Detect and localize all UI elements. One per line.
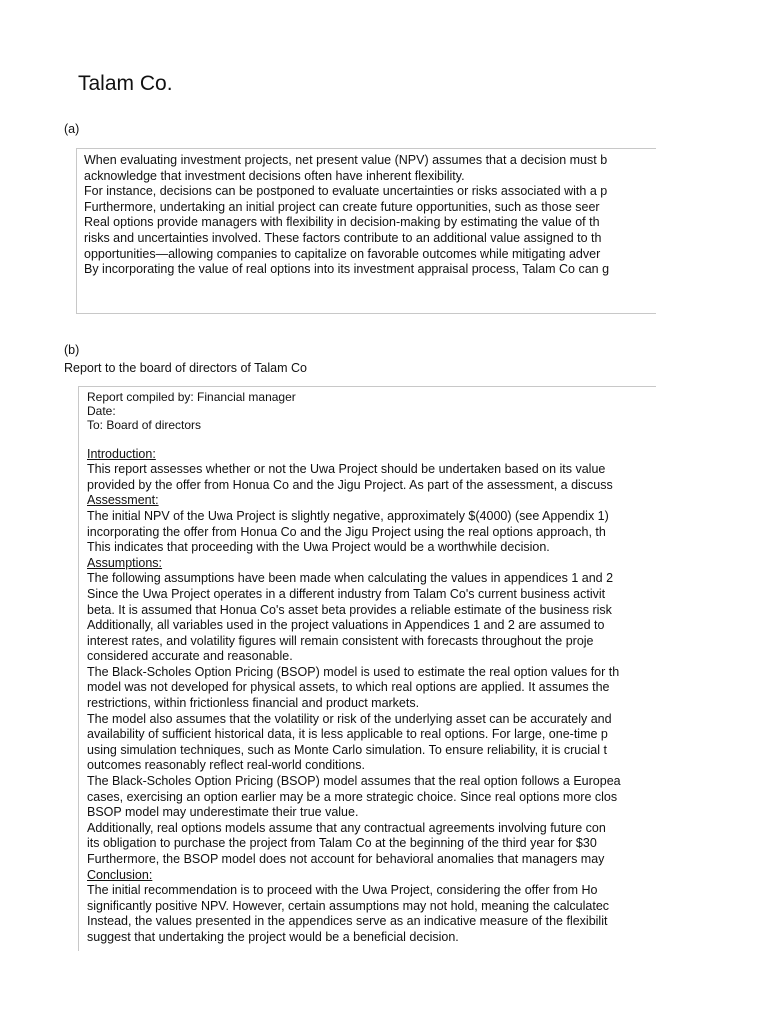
part-a-line: acknowledge that investment decisions often have inherent flexibility. (84, 168, 465, 183)
conclusion-heading: Conclusion: (87, 867, 153, 882)
part-a-label: (a) (64, 122, 80, 136)
report-heading: Report to the board of directors of Talam Co (64, 361, 307, 375)
part-a-line: For instance, decisions can be postponed to evaluate uncertainties or risks associated with a p (84, 184, 608, 199)
part-a-line: By incorporating the value of real options into its investment appraisal process, Talam Co can g (84, 262, 610, 277)
assumptions-line: The Black-Scholes Option Pricing (BSOP) model is used to estimate the real option values for th (87, 664, 620, 679)
assumptions-line: BSOP model may underestimate their true value. (87, 805, 359, 820)
part-b-answer-box[interactable] (78, 386, 656, 951)
assumptions-line: interest rates, and volatility figures will remain consistent with forecasts throughout the proje (87, 633, 594, 648)
assumptions-line: The Black-Scholes Option Pricing (BSOP) model assumes that the real option follows a Europea (87, 774, 621, 789)
assumptions-line: cases, exercising an option earlier may be a more strategic choice. Since real options more clos (87, 789, 618, 804)
conclusion-line: significantly positive NPV. However, certain assumptions may not hold, meaning the calculatec (87, 898, 610, 913)
assessment-line: incorporating the offer from Honua Co and the Jigu Project using the real options approach, th (87, 524, 606, 539)
report-meta-line: Report compiled by: Financial manager (87, 390, 296, 404)
blank-line (87, 433, 656, 447)
part-a-line: opportunities—allowing companies to capitalize on favorable outcomes while mitigating adver (84, 246, 601, 261)
assessment-line: This indicates that proceeding with the Uwa Project would be a worthwhile decision. (87, 540, 550, 555)
assumptions-line: Additionally, real options models assume that any contractual agreements involving future con (87, 820, 606, 835)
part-a-answer-box[interactable] (76, 148, 656, 314)
assumptions-line: Since the Uwa Project operates in a different industry from Talam Co's current business activit (87, 586, 606, 601)
conclusion-line: suggest that undertaking the project would be a beneficial decision. (87, 929, 459, 944)
part-b-label: (b) (64, 343, 80, 357)
part-a-line: risks and uncertainties involved. These factors contribute to an additional value assigned to th (84, 230, 602, 245)
assumptions-line: The model also assumes that the volatility or risk of the underlying asset can be accurately and (87, 711, 612, 726)
assumptions-line: availability of sufficient historical data, it is less applicable to real options. For large, one-time p (87, 727, 608, 742)
assumptions-line: using simulation techniques, such as Monte Carlo simulation. To ensure reliability, it is crucial t (87, 742, 607, 757)
assumptions-line: restrictions, within frictionless financial and product markets. (87, 696, 420, 711)
part-a-line: Real options provide managers with flexibility in decision-making by estimating the value of th (84, 215, 600, 230)
assumptions-line: considered accurate and reasonable. (87, 649, 293, 664)
introduction-line: This report assesses whether or not the Uwa Project should be undertaken based on its value (87, 462, 606, 477)
report-meta-line: To: Board of directors (87, 418, 202, 433)
assumptions-line: Additionally, all variables used in the project valuations in Appendices 1 and 2 are assumed to (87, 618, 605, 633)
part-b-text (79, 387, 656, 946)
part-a-line: When evaluating investment projects, net present value (NPV) assumes that a decision must b (84, 153, 608, 167)
assumptions-line: its obligation to purchase the project from Talam Co at the beginning of the third year for $30 (87, 836, 597, 851)
assumptions-line: beta. It is assumed that Honua Co's asset beta provides a reliable estimate of the business risk (87, 602, 612, 617)
introduction-heading: Introduction: (87, 446, 156, 461)
conclusion-line: The initial recommendation is to proceed with the Uwa Project, considering the offer from Ho (87, 883, 598, 898)
part-a-text (77, 149, 656, 278)
page-title: Talam Co. (78, 72, 173, 95)
conclusion-line: Instead, the values presented in the appendices serve as an indicative measure of the flexibilit (87, 914, 608, 929)
assessment-heading: Assessment: (87, 493, 159, 508)
part-a-line: Furthermore, undertaking an initial project can create future opportunities, such as those seer (84, 199, 600, 214)
assumptions-heading: Assumptions: (87, 555, 163, 570)
assessment-line: The initial NPV of the Uwa Project is slightly negative, approximately $(4000) (see Appendix 1) (87, 508, 609, 523)
assumptions-line: The following assumptions have been made when calculating the values in appendices 1 and 2 (87, 571, 614, 586)
assumptions-line: outcomes reasonably reflect real-world conditions. (87, 758, 365, 773)
assumptions-line: Furthermore, the BSOP model does not account for behavioral anomalies that managers may (87, 852, 605, 866)
assumptions-line: model was not developed for physical assets, to which real options are applied. It assumes the (87, 680, 610, 695)
introduction-line: provided by the offer from Honua Co and the Jigu Project. As part of the assessment, a discuss (87, 477, 613, 492)
report-meta-line: Date: (87, 404, 116, 419)
